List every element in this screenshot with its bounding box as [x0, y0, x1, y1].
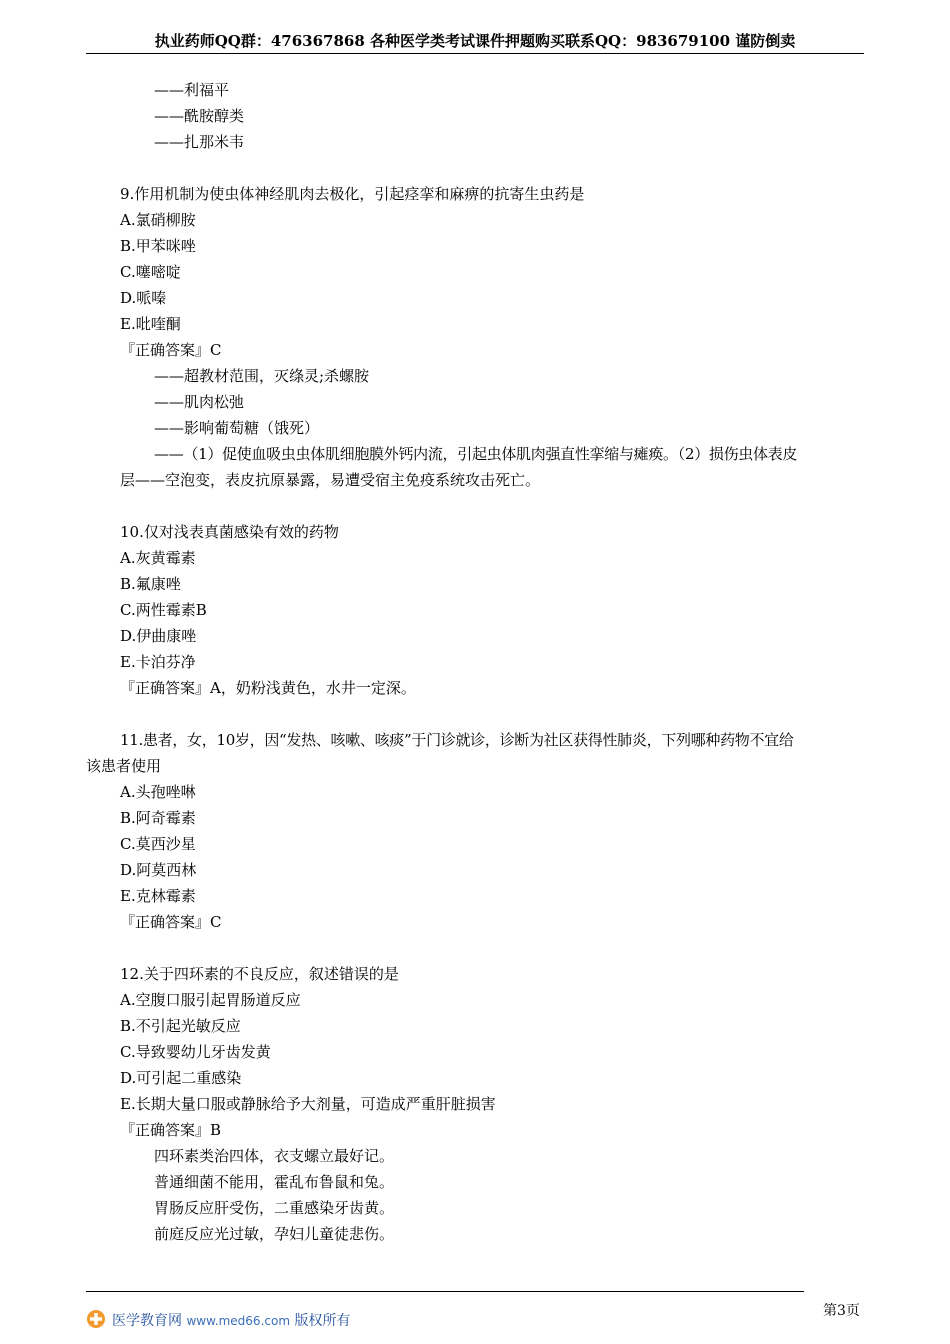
q9-option-b: B.甲苯咪唑: [120, 237, 196, 255]
footer-branding: [112, 1310, 350, 1330]
q11-option-a: A.头孢唑啉: [120, 783, 196, 801]
footer-divider: [86, 1291, 804, 1292]
q10-option-a: A.灰黄霉素: [120, 549, 196, 567]
q11-answer: 『正确答案』C: [120, 913, 222, 931]
note-line: ——利福平: [154, 81, 230, 99]
q12-mnemonic-line: 前庭反应光过敏，孕妇儿童徒悲伤。: [154, 1225, 395, 1243]
q9-option-c: C.噻嘧啶: [120, 263, 181, 281]
q10-option-c: C.两性霉素B: [120, 601, 207, 619]
q10-option-e: E.卡泊芬净: [120, 653, 196, 671]
question-11-text: 11.患者，女，10岁，因“发热、咳嗽、咳痰”于门诊就诊，诊断为社区获得性肺炎，下列哪种药物不宜给: [120, 731, 794, 749]
footer-copyright: 版权所有: [294, 1313, 351, 1329]
q9-note: ——肌肉松弛: [154, 393, 245, 411]
q12-option-d: D.可引起二重感染: [120, 1069, 242, 1087]
q12-option-b: B.不引起光敏反应: [120, 1017, 241, 1035]
q9-option-e: E.吡喹酮: [120, 315, 181, 333]
q10-answer: 『正确答案』A，奶粉浅黄色，水井一定深。: [120, 679, 416, 697]
q9-option-a: A.氯硝柳胺: [120, 211, 196, 229]
q9-note: ——影响葡萄糖（饿死）: [154, 419, 320, 437]
footer-site-name: 医学教育网: [112, 1313, 182, 1329]
q11-option-c: C.莫西沙星: [120, 835, 196, 853]
q9-note: ——超教材范围，灭绦灵;杀螺胺: [154, 367, 370, 385]
q11-option-b: B.阿奇霉素: [120, 809, 196, 827]
q9-answer: 『正确答案』C: [120, 341, 222, 359]
header-divider: [86, 53, 864, 54]
question-11-text-cont: 该患者使用: [86, 757, 162, 775]
q11-option-e: E.克林霉素: [120, 887, 196, 905]
q11-option-d: D.阿莫西林: [120, 861, 197, 879]
question-10-text: 10.仅对浅表真菌感染有效的药物: [120, 523, 339, 541]
q12-mnemonic-line: 四环素类治四体，衣支螺立最好记。: [154, 1147, 395, 1165]
note-line: ——扎那米韦: [154, 133, 245, 151]
q12-option-c: C.导致婴幼儿牙齿发黄: [120, 1043, 271, 1061]
q12-mnemonic-line: 普通细菌不能用，霍乱布鲁鼠和兔。: [154, 1173, 395, 1191]
note-line: ——酰胺醇类: [154, 107, 245, 125]
q10-option-b: B.氟康唑: [120, 575, 181, 593]
question-9-text: 9.作用机制为使虫体神经肌肉去极化，引起痉挛和麻痹的抗寄生虫药是: [120, 185, 585, 203]
q10-option-d: D.伊曲康唑: [120, 627, 197, 645]
q9-note-long-cont: 层——空泡变，表皮抗原暴露，易遭受宿主免疫系统攻击死亡。: [120, 471, 541, 489]
q12-option-a: A.空腹口服引起胃肠道反应: [120, 991, 301, 1009]
q12-option-e: E.长期大量口服或静脉给予大剂量，可造成严重肝脏损害: [120, 1095, 496, 1113]
q9-option-d: D.哌嗪: [120, 289, 167, 307]
page-number: 第3页: [823, 1303, 860, 1319]
question-12-text: 12.关于四环素的不良反应，叙述错误的是: [120, 965, 399, 983]
footer-site-url[interactable]: www.med66.com: [186, 1314, 291, 1328]
page-header-title: 执业药师QQ群：476367868 各种医学类考试课件押题购买联系QQ：983679100 谨防倒卖: [154, 32, 796, 50]
q9-note-long: ——（1）促使血吸虫虫体肌细胞膜外钙内流，引起虫体肌肉强直性挛缩与瘫痪。（2）损伤虫体表皮: [154, 445, 798, 463]
q12-mnemonic-line: 胃肠反应肝受伤，二重感染牙齿黄。: [154, 1199, 395, 1217]
q12-answer: 『正确答案』B: [120, 1121, 222, 1139]
med66-logo-icon: [86, 1309, 106, 1329]
